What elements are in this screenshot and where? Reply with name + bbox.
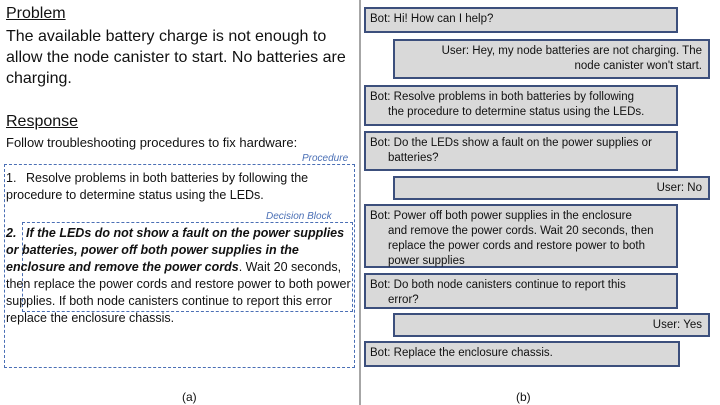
caption-a: (a) bbox=[182, 390, 197, 404]
step-1-text: Resolve problems in both batteries by following the procedure to determine status using the LEDs. bbox=[6, 171, 309, 202]
caption-b: (b) bbox=[516, 390, 531, 404]
chat-message-user: User: Yes bbox=[393, 313, 710, 337]
step-2-number: 2. bbox=[6, 226, 17, 240]
chat-message-bot: Bot: Do the LEDs show a fault on the power supplies or batteries? bbox=[364, 131, 678, 171]
problem-heading: Problem bbox=[6, 5, 66, 22]
step-2-bold-text: If the LEDs do not show a fault on the power supplies or batteries, power off both power supplies in the enclosure and remove the power cords bbox=[6, 226, 345, 274]
chat-message-user: User: Hey, my node batteries are not charging. The node canister won't start. bbox=[393, 39, 710, 79]
response-intro: Follow troubleshooting procedures to fix hardware: bbox=[6, 135, 298, 150]
step-2-end-text: If both node canisters continue to report this error replace the enclosure chassis. bbox=[6, 294, 332, 325]
chat-message-bot: Bot: Power off both power supplies in the enclosure and remove the power cords. Wait 20 seconds, then replace the power cords and restore power to both power supplies bbox=[364, 204, 678, 268]
step-1 bbox=[6, 170, 346, 204]
problem-text: The available battery charge is not enough to allow the node canister to start. No batteries are charging. bbox=[6, 28, 346, 87]
decision-block-tag: Decision Block bbox=[266, 211, 332, 222]
response-heading: Response bbox=[6, 113, 79, 130]
step-1-number: 1. bbox=[6, 171, 17, 185]
chat-message-bot: Bot: Resolve problems in both batteries by following the procedure to determine status using the LEDs. bbox=[364, 85, 678, 126]
step-2-mid-text: . Wait 20 seconds, then replace the power cords and restore power to both power supplies. bbox=[6, 260, 351, 308]
procedure-tag: Procedure bbox=[302, 153, 349, 164]
chat-message-bot: Bot: Hi! How can I help? bbox=[364, 7, 678, 33]
panel-divider bbox=[359, 0, 361, 405]
step-2 bbox=[6, 225, 354, 327]
chat-message-bot: Bot: Do both node canisters continue to report this error? bbox=[364, 273, 678, 309]
chat-message-user: User: No bbox=[393, 176, 710, 200]
chat-message-bot: Bot: Replace the enclosure chassis. bbox=[364, 341, 680, 367]
